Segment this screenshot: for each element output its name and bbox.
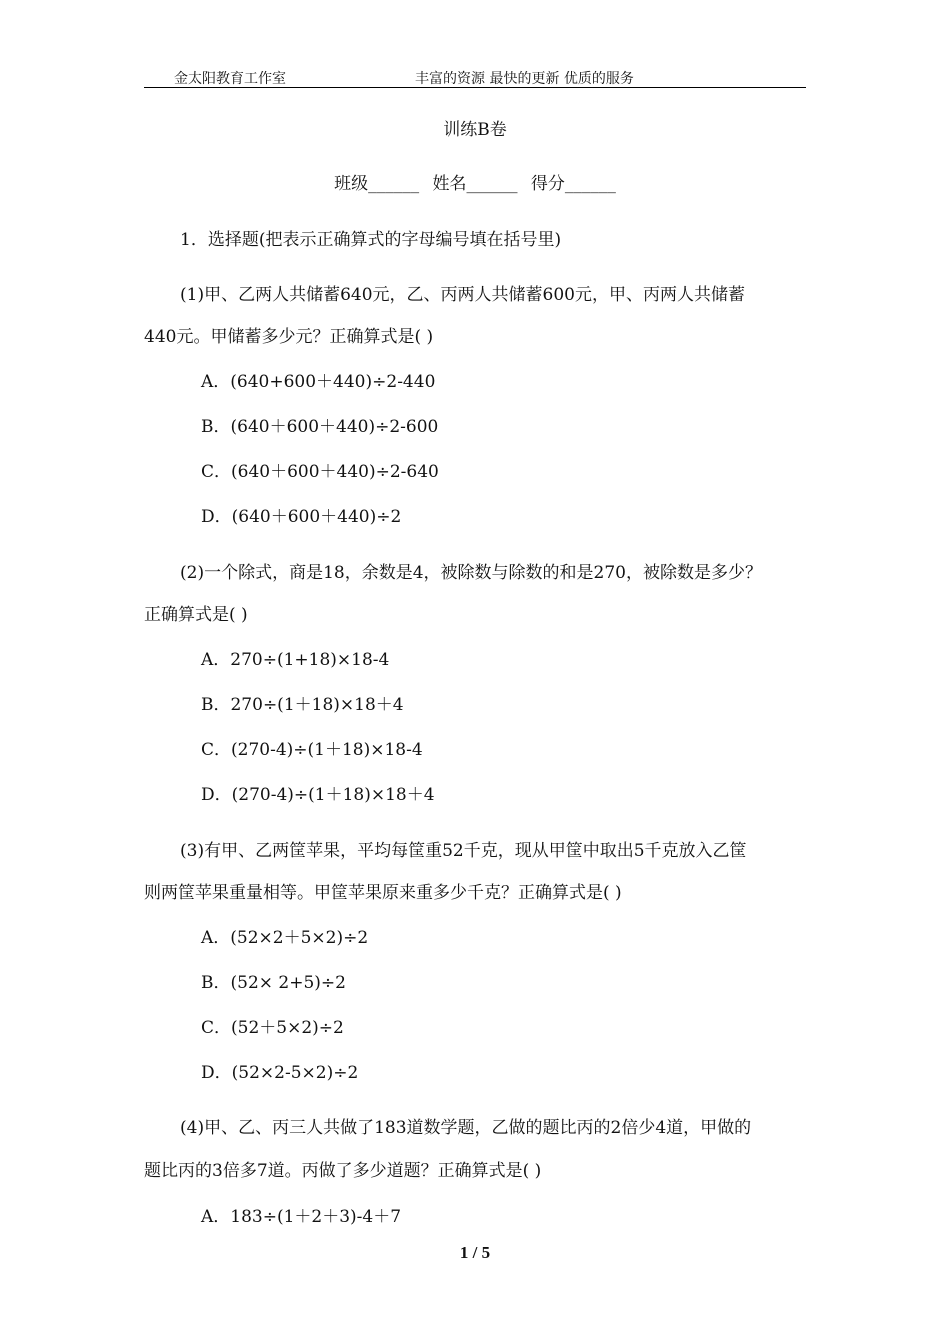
question-1-line-2: 440元。甲储蓄多少元？正确算式是( ): [144, 327, 434, 347]
question-2-option-a: A．270÷(1+18)×18-4: [201, 650, 390, 670]
question-4-line-1: (4)甲、乙、丙三人共做了183道数学题，乙做的题比丙的2倍少4道，甲做的: [180, 1118, 752, 1138]
question-1-option-b: B．(640＋600＋440)÷2-600: [201, 417, 439, 437]
question-3-line-1: (3)有甲、乙两筐苹果，平均每筐重52千克，现从甲筐中取出5千克放入乙筐: [180, 841, 747, 861]
header-studio-name: 金太阳教育工作室: [174, 71, 286, 87]
name-field[interactable]: 姓名______: [432, 174, 518, 194]
question-1-option-d: D．(640＋600＋440)÷2: [201, 507, 402, 527]
question-2-option-c: C．(270-4)÷(1＋18)×18-4: [201, 740, 423, 760]
question-3-option-d: D．(52×2-5×2)÷2: [201, 1063, 359, 1083]
question-2-line-2: 正确算式是( ): [144, 605, 248, 625]
page-title: 训练B卷: [443, 120, 507, 140]
page-number: 1 / 5: [459, 1243, 491, 1262]
question-4-option-a: A．183÷(1＋2＋3)-4＋7: [201, 1207, 402, 1227]
question-1-line-1: (1)甲、乙两人共储蓄640元，乙、丙两人共储蓄600元，甲、丙两人共储蓄: [180, 285, 745, 305]
header-slogan: 丰富的资源 最快的更新 优质的服务: [415, 71, 634, 87]
student-info: [0, 173, 950, 195]
question-1-option-a: A．(640+600＋440)÷2-440: [201, 372, 436, 392]
question-2-option-b: B．270÷(1＋18)×18＋4: [201, 695, 404, 715]
question-4-line-2: 题比丙的3倍多7道。丙做了多少道题？正确算式是( ): [144, 1161, 542, 1181]
question-3-option-b: B．(52× 2+5)÷2: [201, 973, 346, 993]
question-1-option-c: C．(640＋600＋440)÷2-640: [201, 462, 439, 482]
question-3-option-a: A．(52×2＋5×2)÷2: [201, 928, 369, 948]
score-field[interactable]: 得分______: [530, 174, 616, 194]
class-field[interactable]: 班级______: [334, 174, 420, 194]
page-header: [144, 66, 806, 88]
section-intro: 1．选择题(把表示正确算式的字母编号填在括号里): [180, 230, 562, 250]
question-3-option-c: C．(52＋5×2)÷2: [201, 1018, 344, 1038]
question-3-line-2: 则两筐苹果重量相等。甲筐苹果原来重多少千克？正确算式是( ): [144, 883, 622, 903]
question-2-option-d: D．(270-4)÷(1＋18)×18＋4: [201, 785, 435, 805]
question-2-line-1: (2)一个除式，商是18，余数是4，被除数与除数的和是270，被除数是多少？: [180, 563, 762, 583]
